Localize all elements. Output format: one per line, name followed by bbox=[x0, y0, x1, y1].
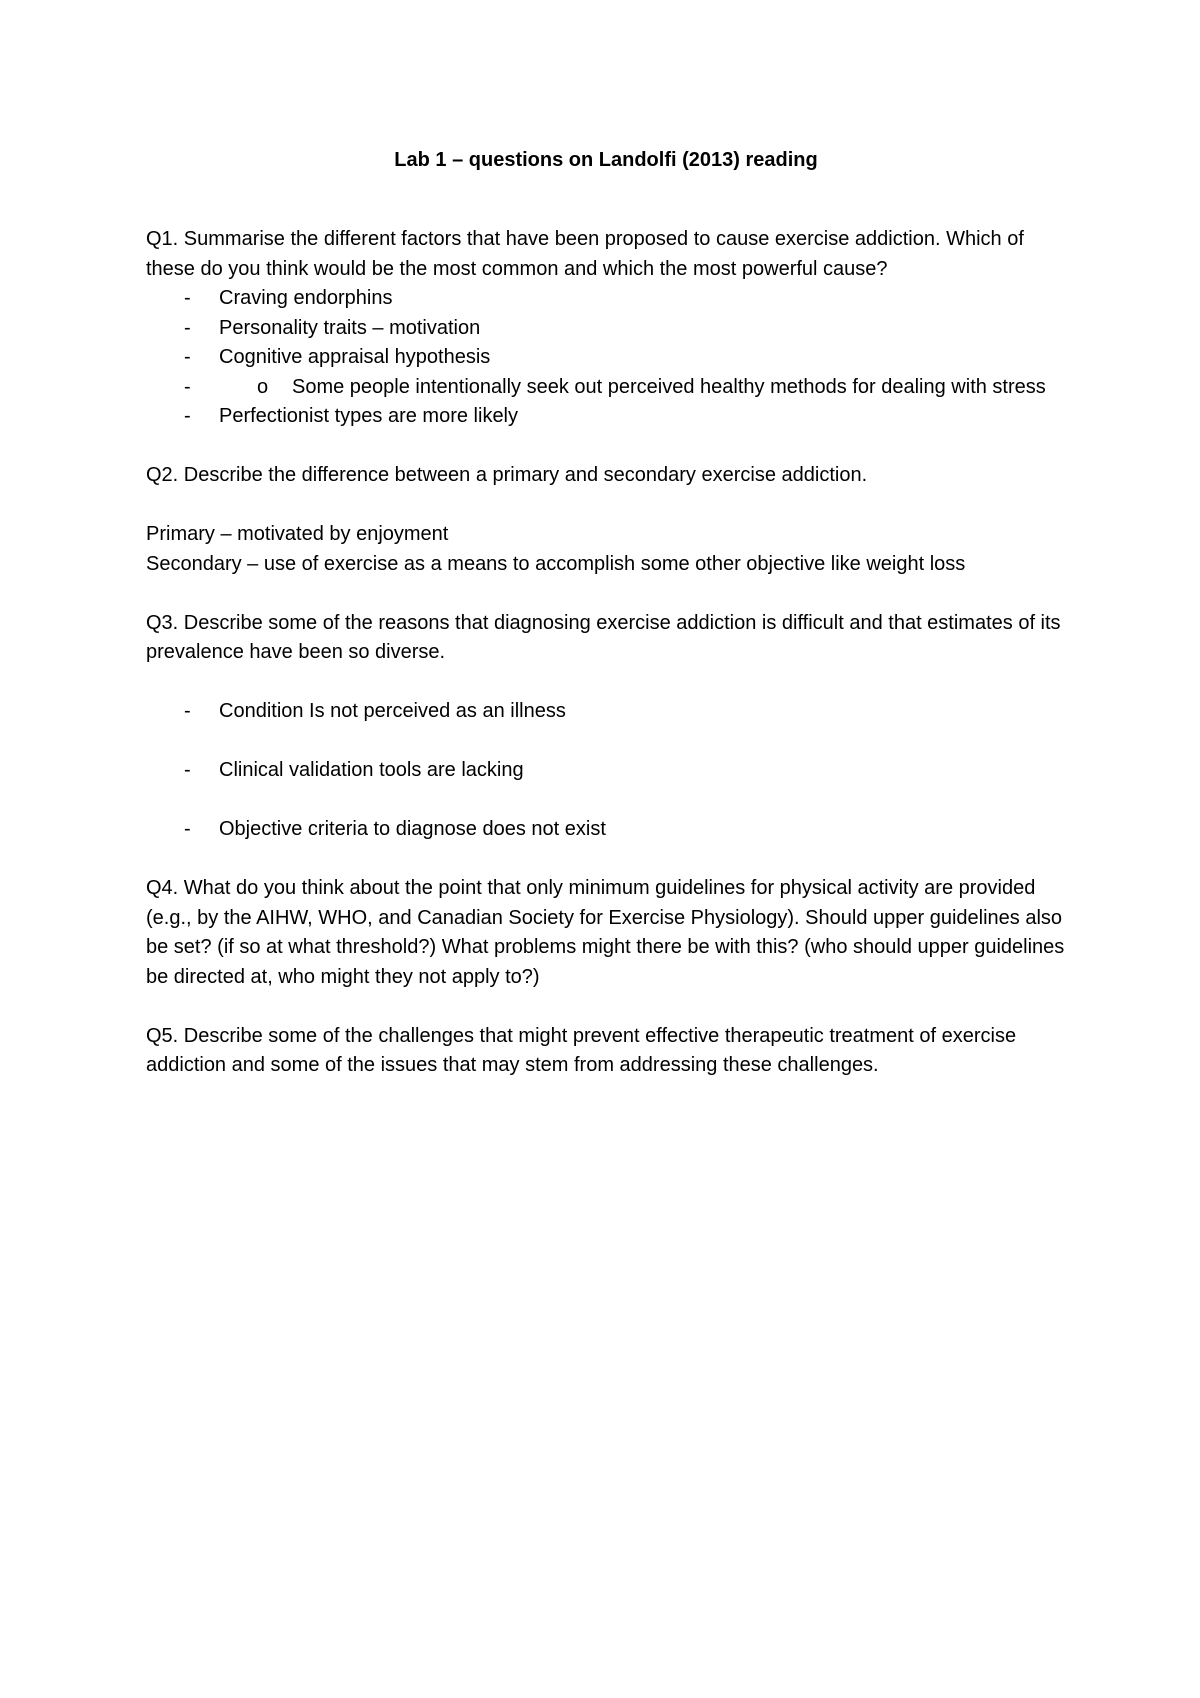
document-body bbox=[146, 146, 1066, 1081]
q1-sub-list-wrapper bbox=[146, 373, 1066, 403]
q1-bullet-cognitive: - Cognitive appraisal hypothesis bbox=[146, 343, 1066, 373]
q3-question: Q3. Describe some of the reasons that diagnosing exercise addiction is difficult and that estimates of its prevalence have been so diverse. bbox=[146, 611, 1061, 663]
q1-sub-bullet: o - Some people intentionally seek out perceived healthy methods for dealing with stress bbox=[219, 373, 1066, 403]
q2-secondary-answer: Secondary – use of exercise as a means to accomplish some other objective like weight loss bbox=[146, 552, 966, 575]
q1-bullet-personality: - Personality traits – motivation bbox=[146, 314, 1066, 344]
q1-answer-list bbox=[146, 284, 1066, 432]
q2-primary-answer: Primary – motivated by enjoyment bbox=[146, 523, 449, 545]
q4-question: Q4. What do you think about the point that only minimum guidelines for physical activity are provided (e.g., by the AIHW, WHO, and Canadian Society for Exercise Physiology). Should upper guidelines also be set? (if so at what threshold?) What problems might there be with this? (who should upper guidelines be directed at, who might they not apply to?) bbox=[146, 877, 1065, 988]
q5-question: Q5. Describe some of the challenges that might prevent effective therapeutic treatment of exercise addiction and some of the issues that may stem from addressing these challenges. bbox=[146, 1024, 1017, 1076]
q3-spacer bbox=[146, 786, 1066, 816]
document-title: Lab 1 – questions on Landolfi (2013) reading bbox=[394, 149, 818, 171]
q1-question: Q1. Summarise the different factors that have been proposed to cause exercise addiction. Which of these do you think would be the most common and which the most powerful cause? bbox=[146, 228, 1024, 280]
q3-bullet-validation-tools: - Clinical validation tools are lacking bbox=[146, 756, 1066, 786]
q3-answer-list bbox=[146, 697, 1066, 845]
q2-question: Q2. Describe the difference between a primary and secondary exercise addiction. bbox=[146, 464, 868, 486]
q3-spacer bbox=[146, 727, 1066, 757]
q1-bullet-perfectionist: - Perfectionist types are more likely bbox=[146, 402, 1066, 432]
q1-sub-list bbox=[219, 373, 1066, 403]
q3-bullet-illness: - Condition Is not perceived as an illness bbox=[146, 697, 1066, 727]
q3-bullet-criteria: - Objective criteria to diagnose does not exist bbox=[146, 815, 1066, 845]
q1-bullet-endorphins: - Craving endorphins bbox=[146, 284, 1066, 314]
